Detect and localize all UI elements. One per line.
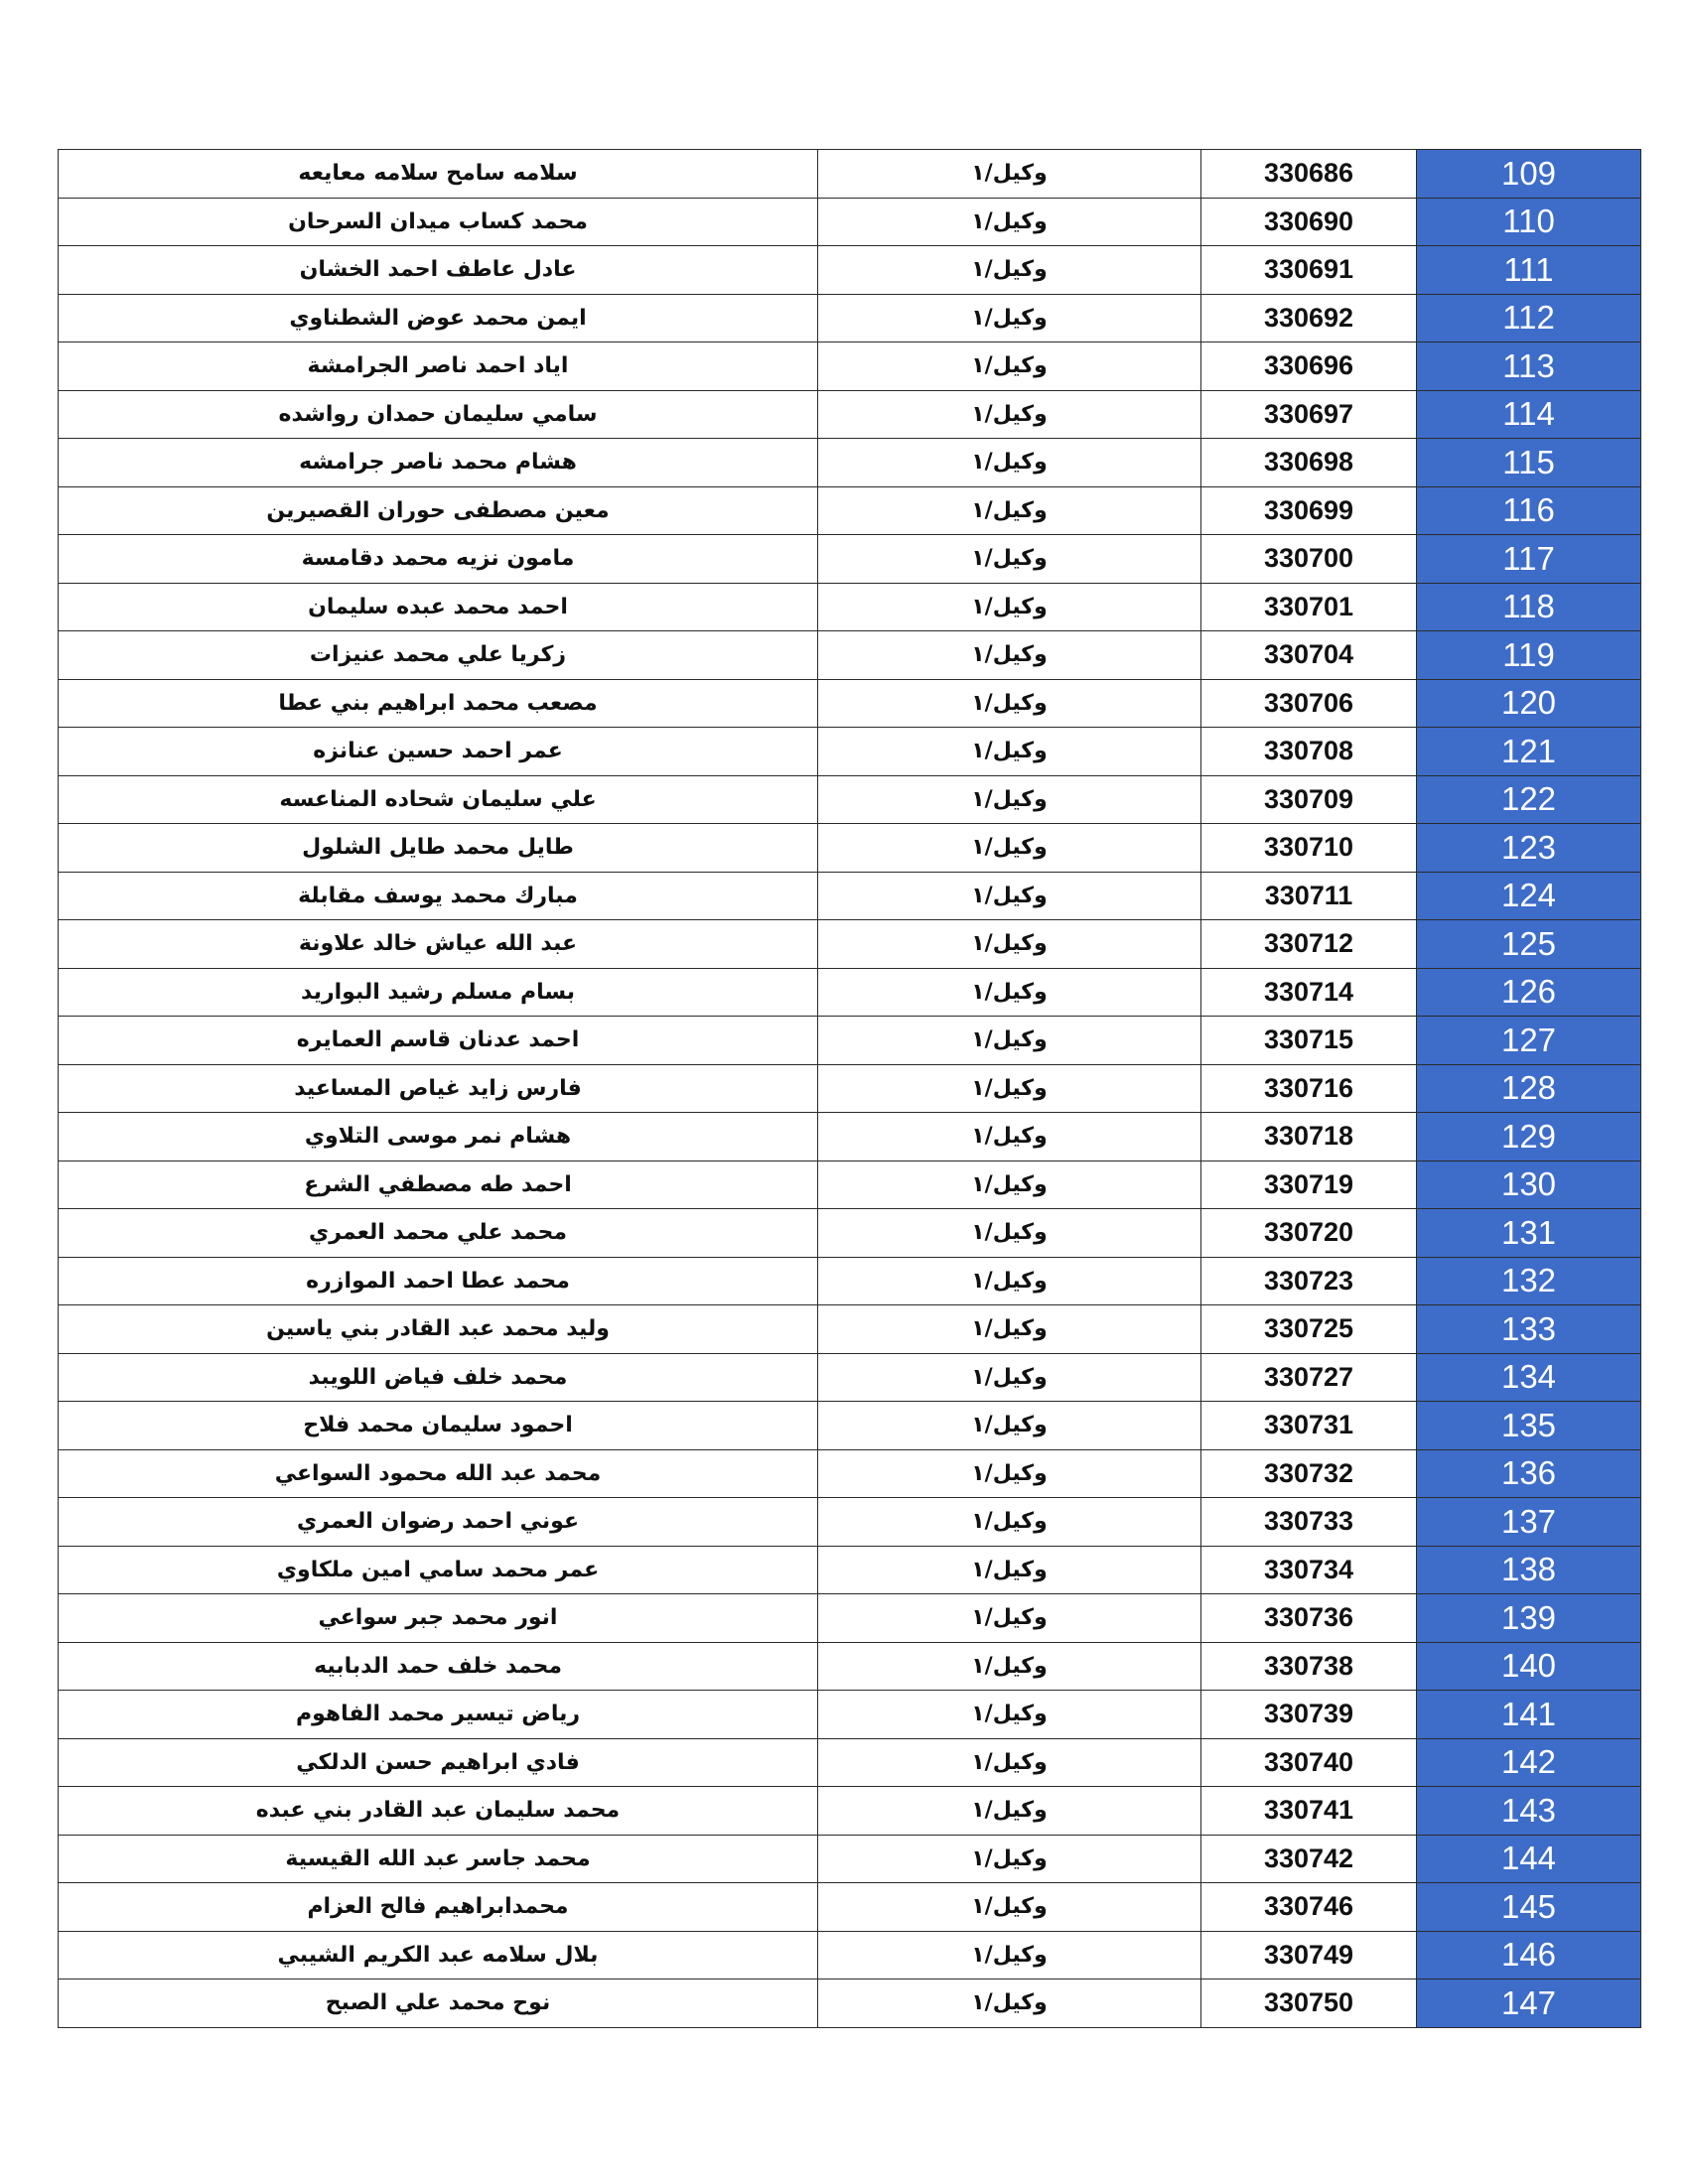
name-cell: معين مصطفى حوران القصيرين (59, 486, 818, 535)
id-number-cell: 330733 (1201, 1498, 1417, 1547)
rank-cell: وكيل/١ (818, 679, 1201, 728)
name-cell: عمر محمد سامي امين ملكاوي (59, 1546, 818, 1594)
rank-cell: وكيل/١ (818, 1835, 1201, 1883)
name-cell: طايل محمد طايل الشلول (59, 824, 818, 873)
id-number-cell: 330738 (1201, 1642, 1417, 1691)
name-cell: مصعب محمد ابراهيم بني عطا (59, 679, 818, 728)
table-row (59, 246, 1641, 295)
sequence-number-cell: 137 (1417, 1498, 1641, 1547)
id-number-cell: 330696 (1201, 342, 1417, 391)
id-number-cell: 330740 (1201, 1738, 1417, 1787)
name-cell: عبد الله عياش خالد علاونة (59, 920, 818, 969)
table-row (59, 824, 1641, 873)
table-row (59, 1017, 1641, 1065)
rank-cell: وكيل/١ (818, 1787, 1201, 1836)
sequence-number-cell: 110 (1417, 198, 1641, 246)
id-number-cell: 330749 (1201, 1931, 1417, 1979)
sequence-number-cell: 112 (1417, 294, 1641, 342)
name-cell: فارس زايد غياص المساعيد (59, 1064, 818, 1113)
sequence-number-cell: 120 (1417, 679, 1641, 728)
table-row (59, 1209, 1641, 1258)
sequence-number-cell: 141 (1417, 1691, 1641, 1739)
table-row (59, 1449, 1641, 1498)
rank-cell: وكيل/١ (818, 1883, 1201, 1932)
table-row (59, 1883, 1641, 1932)
name-cell: مبارك محمد يوسف مقابلة (59, 872, 818, 920)
table-row (59, 1642, 1641, 1691)
rank-cell: وكيل/١ (818, 390, 1201, 439)
id-number-cell: 330700 (1201, 535, 1417, 584)
id-number-cell: 330704 (1201, 631, 1417, 680)
id-number-cell: 330699 (1201, 486, 1417, 535)
sequence-number-cell: 127 (1417, 1017, 1641, 1065)
rank-cell: وكيل/١ (818, 1064, 1201, 1113)
id-number-cell: 330718 (1201, 1113, 1417, 1161)
rank-cell: وكيل/١ (818, 150, 1201, 199)
name-cell: عمر احمد حسين عنانزه (59, 728, 818, 776)
id-number-cell: 330734 (1201, 1546, 1417, 1594)
name-cell: انور محمد جبر سواعي (59, 1594, 818, 1643)
table-row (59, 872, 1641, 920)
id-number-cell: 330710 (1201, 824, 1417, 873)
sequence-number-cell: 121 (1417, 728, 1641, 776)
table-row (59, 583, 1641, 631)
id-number-cell: 330719 (1201, 1160, 1417, 1209)
id-number-cell: 330741 (1201, 1787, 1417, 1836)
name-cell: بلال سلامه عبد الكريم الشيبي (59, 1931, 818, 1979)
id-number-cell: 330708 (1201, 728, 1417, 776)
table-row (59, 150, 1641, 199)
rank-cell: وكيل/١ (818, 1257, 1201, 1305)
rank-cell: وكيل/١ (818, 968, 1201, 1017)
name-cell: علي سليمان شحاده المناعسه (59, 775, 818, 824)
rank-cell: وكيل/١ (818, 1017, 1201, 1065)
table-row (59, 1113, 1641, 1161)
rank-cell: وكيل/١ (818, 1209, 1201, 1258)
rank-cell: وكيل/١ (818, 1931, 1201, 1979)
sequence-number-cell: 146 (1417, 1931, 1641, 1979)
name-cell: عادل عاطف احمد الخشان (59, 246, 818, 295)
rank-cell: وكيل/١ (818, 1113, 1201, 1161)
table-row (59, 631, 1641, 680)
table-row (59, 728, 1641, 776)
sequence-number-cell: 132 (1417, 1257, 1641, 1305)
name-cell: احمد طه مصطفي الشرع (59, 1160, 818, 1209)
table-row (59, 1835, 1641, 1883)
sequence-number-cell: 142 (1417, 1738, 1641, 1787)
id-number-cell: 330750 (1201, 1979, 1417, 2028)
rank-cell: وكيل/١ (818, 631, 1201, 680)
sequence-number-cell: 129 (1417, 1113, 1641, 1161)
sequence-number-cell: 109 (1417, 150, 1641, 199)
name-cell: هشام محمد ناصر جرامشه (59, 439, 818, 487)
sequence-number-cell: 131 (1417, 1209, 1641, 1258)
sequence-number-cell: 128 (1417, 1064, 1641, 1113)
id-number-cell: 330711 (1201, 872, 1417, 920)
id-number-cell: 330692 (1201, 294, 1417, 342)
table-row (59, 679, 1641, 728)
id-number-cell: 330697 (1201, 390, 1417, 439)
sequence-number-cell: 126 (1417, 968, 1641, 1017)
rank-cell: وكيل/١ (818, 294, 1201, 342)
rank-cell: وكيل/١ (818, 1449, 1201, 1498)
table-row (59, 920, 1641, 969)
sequence-number-cell: 135 (1417, 1402, 1641, 1450)
id-number-cell: 330698 (1201, 439, 1417, 487)
id-number-cell: 330714 (1201, 968, 1417, 1017)
id-number-cell: 330701 (1201, 583, 1417, 631)
rank-cell: وكيل/١ (818, 1160, 1201, 1209)
sequence-number-cell: 136 (1417, 1449, 1641, 1498)
table-row (59, 1787, 1641, 1836)
table-row (59, 294, 1641, 342)
rank-cell: وكيل/١ (818, 1594, 1201, 1643)
sequence-number-cell: 114 (1417, 390, 1641, 439)
name-cell: زكريا علي محمد عنيزات (59, 631, 818, 680)
rank-cell: وكيل/١ (818, 583, 1201, 631)
rank-cell: وكيل/١ (818, 486, 1201, 535)
id-number-cell: 330736 (1201, 1594, 1417, 1643)
name-cell: احمد محمد عبده سليمان (59, 583, 818, 631)
sequence-number-cell: 130 (1417, 1160, 1641, 1209)
id-number-cell: 330727 (1201, 1353, 1417, 1402)
rank-cell: وكيل/١ (818, 246, 1201, 295)
sequence-number-cell: 143 (1417, 1787, 1641, 1836)
table-row (59, 1594, 1641, 1643)
rank-cell: وكيل/١ (818, 1979, 1201, 2028)
table-row (59, 1546, 1641, 1594)
table-row (59, 1979, 1641, 2028)
table-row (59, 439, 1641, 487)
name-cell: محمدابراهيم فالح العزام (59, 1883, 818, 1932)
rank-cell: وكيل/١ (818, 1402, 1201, 1450)
name-cell: محمد سليمان عبد القادر بني عبده (59, 1787, 818, 1836)
sequence-number-cell: 113 (1417, 342, 1641, 391)
rank-cell: وكيل/١ (818, 535, 1201, 584)
name-cell: هشام نمر موسى التلاوي (59, 1113, 818, 1161)
name-cell: وليد محمد عبد القادر بني ياسين (59, 1305, 818, 1354)
rank-cell: وكيل/١ (818, 1498, 1201, 1547)
sequence-number-cell: 133 (1417, 1305, 1641, 1354)
name-cell: نوح محمد علي الصبح (59, 1979, 818, 2028)
id-number-cell: 330690 (1201, 198, 1417, 246)
rank-cell: وكيل/١ (818, 920, 1201, 969)
table-row (59, 1257, 1641, 1305)
rank-cell: وكيل/١ (818, 824, 1201, 873)
table-row (59, 775, 1641, 824)
name-cell: محمد جاسر عبد الله القيسية (59, 1835, 818, 1883)
table-row (59, 342, 1641, 391)
name-cell: احمود سليمان محمد فلاح (59, 1402, 818, 1450)
name-cell: ايمن محمد عوض الشطناوي (59, 294, 818, 342)
rank-cell: وكيل/١ (818, 439, 1201, 487)
sequence-number-cell: 117 (1417, 535, 1641, 584)
sequence-number-cell: 116 (1417, 486, 1641, 535)
id-number-cell: 330716 (1201, 1064, 1417, 1113)
sequence-number-cell: 134 (1417, 1353, 1641, 1402)
sequence-number-cell: 111 (1417, 246, 1641, 295)
sequence-number-cell: 138 (1417, 1546, 1641, 1594)
id-number-cell: 330709 (1201, 775, 1417, 824)
name-cell: سلامه سامح سلامه معايعه (59, 150, 818, 199)
name-cell: محمد كساب ميدان السرحان (59, 198, 818, 246)
rank-cell: وكيل/١ (818, 342, 1201, 391)
sequence-number-cell: 125 (1417, 920, 1641, 969)
table-row (59, 1931, 1641, 1979)
table-row (59, 1402, 1641, 1450)
rank-cell: وكيل/١ (818, 728, 1201, 776)
name-cell: محمد عطا احمد الموازره (59, 1257, 818, 1305)
table-row (59, 1498, 1641, 1547)
rank-cell: وكيل/١ (818, 1305, 1201, 1354)
id-number-cell: 330720 (1201, 1209, 1417, 1258)
personnel-table (58, 149, 1641, 2028)
rank-cell: وكيل/١ (818, 1353, 1201, 1402)
rank-cell: وكيل/١ (818, 1738, 1201, 1787)
name-cell: احمد عدنان قاسم العمايره (59, 1017, 818, 1065)
name-cell: سامي سليمان حمدان رواشده (59, 390, 818, 439)
sequence-number-cell: 147 (1417, 1979, 1641, 2028)
sequence-number-cell: 140 (1417, 1642, 1641, 1691)
id-number-cell: 330739 (1201, 1691, 1417, 1739)
id-number-cell: 330706 (1201, 679, 1417, 728)
id-number-cell: 330732 (1201, 1449, 1417, 1498)
name-cell: محمد علي محمد العمري (59, 1209, 818, 1258)
name-cell: عوني احمد رضوان العمري (59, 1498, 818, 1547)
personnel-table-body (59, 150, 1641, 2028)
sequence-number-cell: 123 (1417, 824, 1641, 873)
sequence-number-cell: 118 (1417, 583, 1641, 631)
name-cell: فادي ابراهيم حسن الدلكي (59, 1738, 818, 1787)
id-number-cell: 330731 (1201, 1402, 1417, 1450)
table-row (59, 390, 1641, 439)
name-cell: مامون نزيه محمد دقامسة (59, 535, 818, 584)
table-row (59, 198, 1641, 246)
id-number-cell: 330742 (1201, 1835, 1417, 1883)
table-row (59, 1353, 1641, 1402)
rank-cell: وكيل/١ (818, 1546, 1201, 1594)
id-number-cell: 330691 (1201, 246, 1417, 295)
rank-cell: وكيل/١ (818, 198, 1201, 246)
rank-cell: وكيل/١ (818, 1691, 1201, 1739)
table-row (59, 486, 1641, 535)
table-row (59, 1738, 1641, 1787)
name-cell: محمد خلف حمد الدبابيه (59, 1642, 818, 1691)
id-number-cell: 330723 (1201, 1257, 1417, 1305)
table-row (59, 1160, 1641, 1209)
rank-cell: وكيل/١ (818, 1642, 1201, 1691)
id-number-cell: 330712 (1201, 920, 1417, 969)
id-number-cell: 330725 (1201, 1305, 1417, 1354)
rank-cell: وكيل/١ (818, 872, 1201, 920)
sequence-number-cell: 144 (1417, 1835, 1641, 1883)
name-cell: اياد احمد ناصر الجرامشة (59, 342, 818, 391)
sequence-number-cell: 119 (1417, 631, 1641, 680)
id-number-cell: 330686 (1201, 150, 1417, 199)
name-cell: بسام مسلم رشيد البواريد (59, 968, 818, 1017)
table-row (59, 1064, 1641, 1113)
id-number-cell: 330715 (1201, 1017, 1417, 1065)
name-cell: رياض تيسير محمد الفاهوم (59, 1691, 818, 1739)
rank-cell: وكيل/١ (818, 775, 1201, 824)
sequence-number-cell: 124 (1417, 872, 1641, 920)
id-number-cell: 330746 (1201, 1883, 1417, 1932)
table-row (59, 968, 1641, 1017)
name-cell: محمد خلف فياض اللويبد (59, 1353, 818, 1402)
sequence-number-cell: 115 (1417, 439, 1641, 487)
table-row (59, 1691, 1641, 1739)
table-row (59, 535, 1641, 584)
sequence-number-cell: 122 (1417, 775, 1641, 824)
sequence-number-cell: 145 (1417, 1883, 1641, 1932)
sequence-number-cell: 139 (1417, 1594, 1641, 1643)
table-row (59, 1305, 1641, 1354)
name-cell: محمد عبد الله محمود السواعي (59, 1449, 818, 1498)
